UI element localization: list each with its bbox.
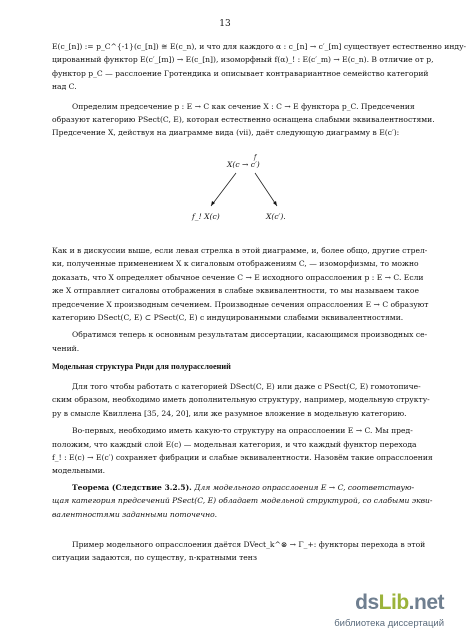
dslib-subtitle: библиотека диссертаций	[334, 618, 444, 629]
diagram-arrows	[52, 160, 398, 234]
dslib-logo: dsLib.net	[355, 591, 444, 614]
text-line: доказать, что X определяет обычное сечение C → E исходного опрасслоения p : E → C. Если	[52, 272, 424, 282]
text-line: Определим предсечение p : E → C как сечение X : C → E функтора p_C. Предсечения	[72, 101, 415, 111]
page-number: 13	[219, 19, 231, 29]
diagram-right-node: X(c′).	[266, 212, 286, 221]
text-line: Пример модельного опрасслоения даётся DVect_k^⊗ → Γ_+: функторы перехода в этой	[72, 540, 426, 549]
text-line: чений.	[52, 343, 80, 353]
theorem-line: щая категория предсечений PSect(C, E) обладает модельной структурой, со слабыми экви-	[52, 496, 433, 506]
text-line: ру в смысле Квиллена [35, 24, 20], или же разумное вложение в модельную категорию.	[52, 408, 407, 418]
text-line: цированный функтор E(c′_[m]) → E(c_[n]), изоморфный f(α)_! : E(c′_m) → E(c_n). В отличие от p,	[52, 55, 434, 65]
text-line: Во-первых, необходимо иметь какую-то структуру на опрасслоении E → C. Мы пред-	[72, 426, 413, 436]
diagram-left-node: f_! X(c)	[192, 212, 220, 221]
theorem-line	[52, 481, 415, 494]
text-line: Обратимся теперь к основным результатам диссертации, касающимся производных се-	[72, 330, 428, 340]
dslib-watermark[interactable]	[294, 591, 444, 633]
text-line: предсечение X производным сечением. Производные сечения опрасслоения E → C образуют	[52, 299, 429, 309]
theorem-text: Для модельного опрасслоения E → C, соответствую-	[194, 483, 415, 492]
commutative-diagram	[52, 154, 398, 234]
text-line: ки, полученные применением X к сигаловым отображениям C, — изоморфизмы, то можно	[52, 259, 419, 269]
paragraph-discussion	[52, 244, 429, 355]
section-heading: Модельная структура Риди для полурасслоений	[52, 362, 231, 371]
paragraph-reedy	[52, 380, 433, 478]
text-line: Для того чтобы работать с категорией DSect(C, E) или даже с PSect(C, E) гомотопиче-	[72, 382, 421, 391]
theorem-block	[52, 481, 433, 521]
text-line: положим, что каждый слой E(c) — модельная категория, и что каждый функтор перехода	[52, 439, 417, 449]
diagram-arrow-label: f	[254, 154, 257, 161]
text-line: ским образом, необходимо иметь дополнительную структуру, например, модельную структу-	[52, 395, 430, 405]
text-line: функтор p_C — расслоение Гротендика и описывает контравариантное семейство категорий	[52, 68, 429, 78]
theorem-line: валентностями заданными поточечно.	[52, 509, 218, 519]
text-line: категорию DSect(C, E) ⊂ PSect(C, E) с индуцированными слабыми эквивалентностями.	[52, 313, 404, 323]
paragraph-intro	[52, 40, 466, 140]
text-line: Как и в дискуссии выше, если левая стрелка в этой диаграмме, и, более общо, другие стрел-	[52, 246, 428, 255]
text-line: же X отправляет сигаловы отображения в слабые эквивалентности, то мы называем такое	[52, 286, 419, 296]
text-line: f_! : E(c) → E(c′) сохраняет фибрации и слабые эквивалентности. Назовём такие опрасслоения	[52, 453, 433, 463]
theorem-label: Теорема (Следствие 3.2.5).	[72, 483, 192, 492]
diagram-top-node: X(c → c′)	[227, 160, 260, 169]
text-line: модельными.	[52, 466, 106, 476]
text-line: ситуации задаются, по существу, n-кратными тенз	[52, 553, 258, 563]
text-line: образуют категорию PSect(C, E), которая естественно оснащена слабыми эквивалентностями.	[52, 115, 435, 125]
right-arrow-head	[273, 201, 277, 206]
text-line: над C.	[52, 82, 77, 92]
section-heading-block	[52, 362, 398, 371]
text-line: Предсечение X, действуя на диаграмме вида (vii), даёт следующую диаграмму в E(c′):	[52, 128, 400, 138]
right-arrow-line	[255, 173, 277, 206]
text-line: E(c_[n]) := p_C^{-1}(c_[n]) ≅ E(c_n), и что для каждого α : c_[n] → c′_[m] существует естественно инду-	[52, 42, 466, 51]
left-arrow-line	[211, 173, 236, 206]
paragraph-example	[52, 538, 426, 565]
